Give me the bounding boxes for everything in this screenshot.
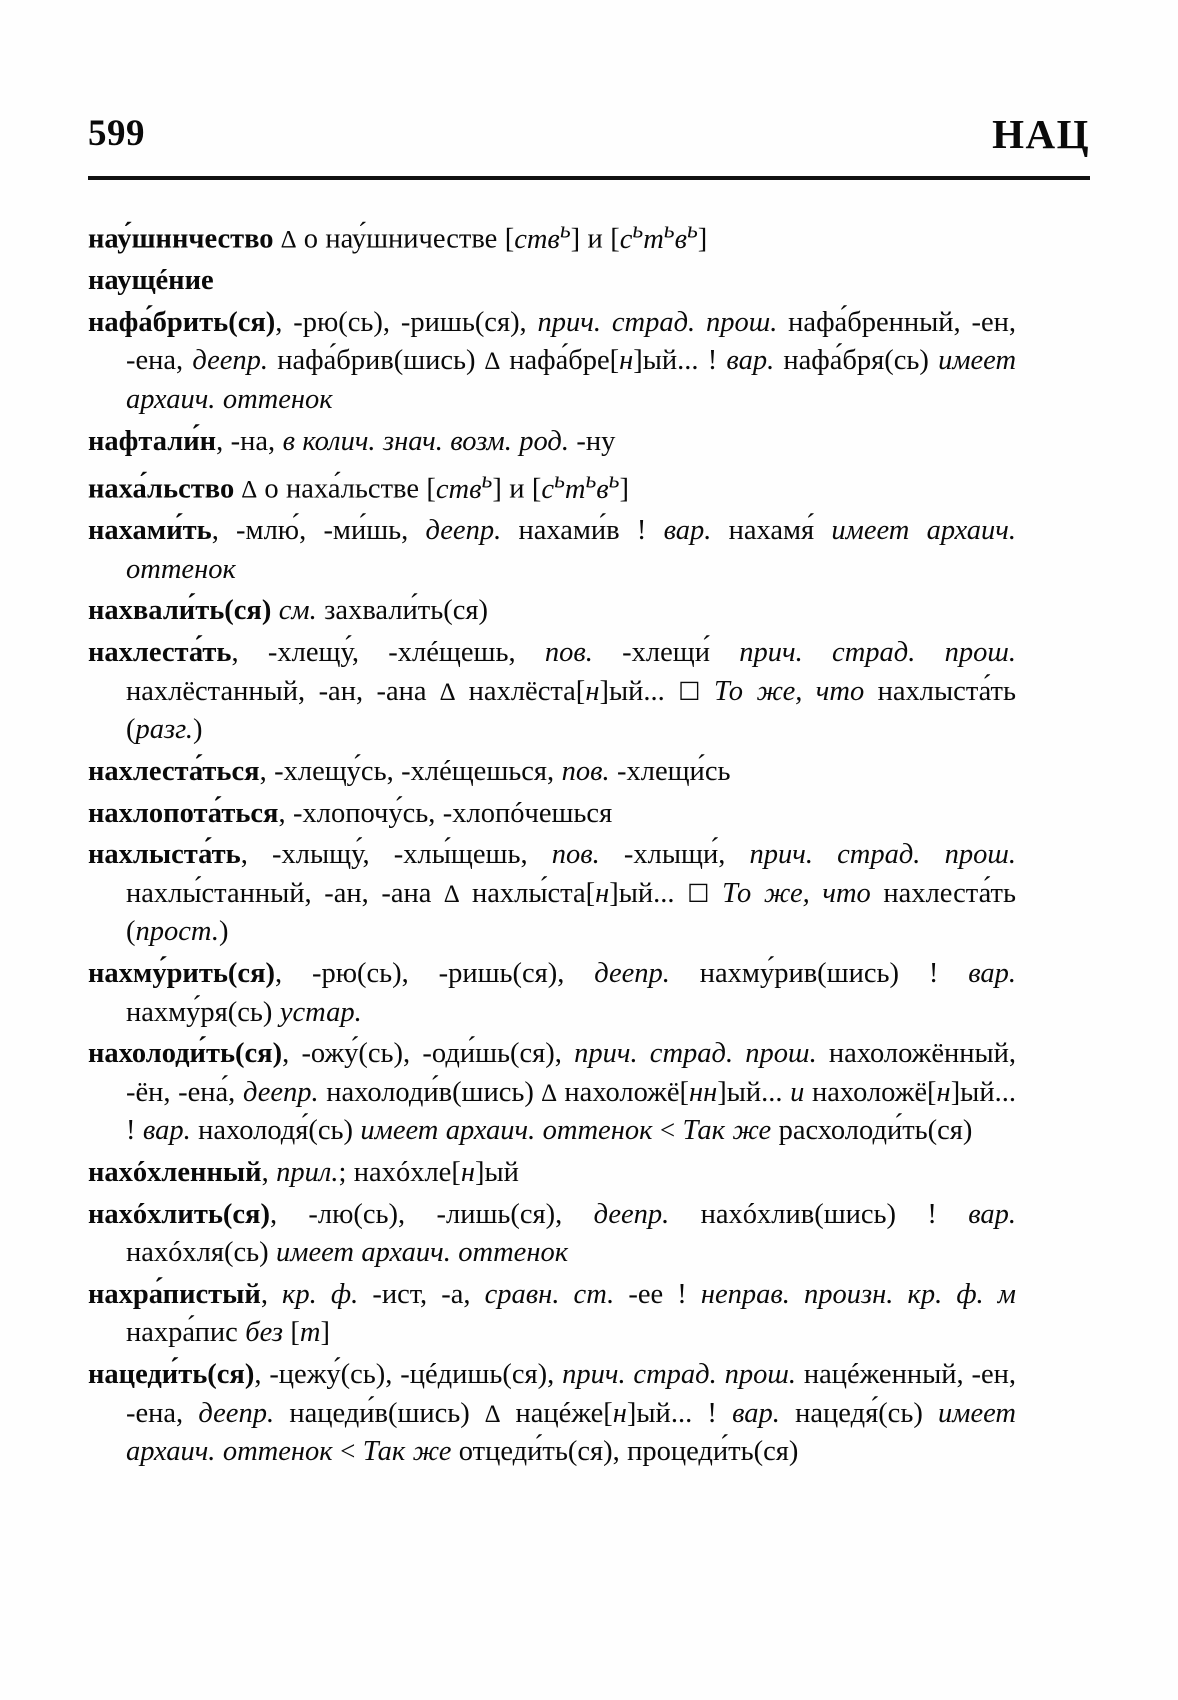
running-head: НАЦ (992, 111, 1090, 157)
dictionary-entry: наущéние (88, 265, 214, 297)
dictionary-entry: наха́льство ∆ о наха́льстве [ств$^ь$] и $[с^ьт^ьв^ь]$ (88, 467, 629, 505)
dictionary-entry: нахлеста́ть, -хлещу́, -хлéщешь, пов. -хлещи́ прич. страд. прош. нахлёстанный, -ан, -ана ∆ нахлёста[н]ый... ☐ То же, что нахлыста́ть (разг.) (88, 637, 1017, 746)
dictionary-entry: нахлыста́ть, -хлыщу́, -хлы́щешь, пов. -хлыщи́, прич. страд. прош. нахлы́станный, -ан, -ана ∆ нахлы́ста[н]ый... ☐ То же, что нахлеста́ть (прост.) (88, 839, 1016, 948)
dictionary-entry: нахлеста́ться, -хлещу́сь, -хлéщешься, пов. -хлещи́сь (88, 755, 731, 787)
dictionary-entry: нацеди́ть(ся), -цежу́(сь), -цéдишь(ся), прич. страд. прош. нацéженный, -ен, -ена, деепр. нацеди́в(шись) ∆ нацéже[н]ый... ! вар. нацедя́(сь) имеет архаич. оттенок < Так же отцеди́ть(ся), процеди́ть(ся) (88, 1359, 1016, 1468)
dictionary-entry: нахра́пистый, кр. ф. -ист, -а, сравн. ст. -ее ! неправ. произн. кр. ф. м нахра́пис без [т] (88, 1278, 1016, 1349)
dictionary-entry: нахму́рить(ся), -рю(сь), -ришь(ся), деепр. нахму́рив(шись) ! вар. нахму́ря(сь) устар. (88, 957, 1016, 1028)
dictionary-entry: нахвали́ть(ся) см. захвали́ть(ся) (88, 595, 488, 627)
header-rule (88, 176, 1090, 180)
dictionary-entry: нахóхлить(ся), -лю(сь), -лишь(ся), деепр. нахóхлив(шись) ! вар. нахóхля(сь) имеет архаич. оттенок (88, 1198, 1016, 1269)
dictionary-entry: нахлопота́ться, -хлопочу́сь, -хлопóчешься (88, 797, 613, 829)
page-header (88, 112, 1090, 170)
dictionary-entry: нау́шннчество ∆ о нау́шничестве [ств$^ь$] и $[с^ьт^ьв^ь]$ (88, 217, 708, 255)
dictionary-entry: нахами́ть, -млю́, -ми́шь, деепр. нахами́в ! вар. нахамя́ имеет архаич. оттенок (88, 515, 1016, 585)
dictionary-entry: нахолоди́ть(ся), -ожу́(сь), -оди́шь(ся), прич. страд. прош. нахоложённый, -ён, -ена́, деепр. нахолоди́в(шись) ∆ нахоложё[нн]ый... и нахоложё[н]ый... ! вар. нахолодя́(сь) имеет архаич. оттенок < Так же расхолоди́ть(ся) (88, 1038, 1017, 1147)
entry-list (88, 214, 1016, 1475)
dictionary-entry: нафа́брить(ся), -рю(сь), -ришь(ся), прич. страд. прош. нафа́бренный, -ен, -ена, деепр. нафа́брив(шись) ∆ нафа́бре[н]ый... ! вар. нафа́бря(сь) имеет архаич. оттенок (88, 306, 1017, 415)
page-number: 599 (88, 113, 145, 154)
dictionary-entry: нахóхленный, прил.; нахóхле[н]ый (88, 1157, 519, 1189)
dictionary-entry: нафтали́н, -на, в колич. знач. возм. род. -ну (88, 425, 616, 457)
